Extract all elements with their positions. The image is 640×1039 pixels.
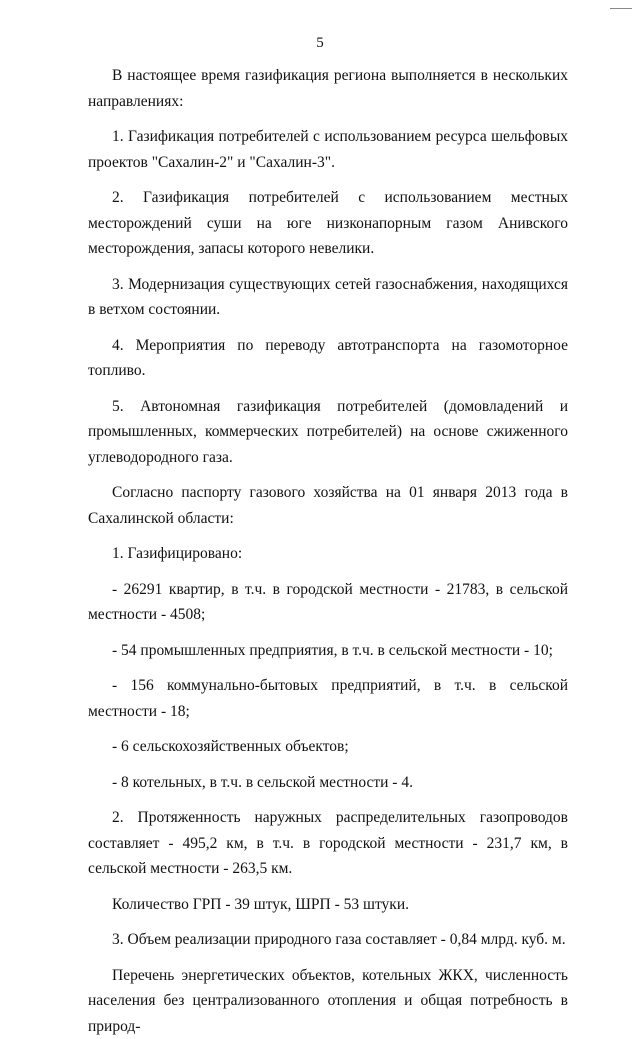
paragraph-item-1: 1. Газификация потребителей с использованием ресурса шельфовых проектов "Сахалин-2" и "Сахалин-3". [88, 124, 568, 175]
paragraph-item-5: 5. Автономная газификация потребителей (домовладений и промышленных, коммерческих потребителей) на основе сжиженного углеводородного газа. [88, 394, 568, 471]
paragraph-municipal: - 156 коммунально-бытовых предприятий, в т.ч. в сельской местности - 18; [88, 673, 568, 724]
paragraph-grp-count: Количество ГРП - 39 штук, ШРП - 53 штуки. [88, 892, 568, 918]
paragraph-list: Перечень энергетических объектов, котельных ЖКХ, численность населения без централизованного отопления и общая потребность в природ- [88, 963, 568, 1039]
paragraph-agricultural: - 6 сельскохозяйственных объектов; [88, 734, 568, 760]
paragraph-boilers: - 8 котельных, в т.ч. в сельской местности - 4. [88, 770, 568, 796]
paragraph-gasified-heading: 1. Газифицировано: [88, 541, 568, 567]
paragraph-pipelines: 2. Протяженность наружных распределительных газопроводов составляет - 495,2 км, в т.ч. в городской местности - 231,7 км, в сельской местности - 263,5 км. [88, 805, 568, 882]
paragraph-industrial: - 54 промышленных предприятия, в т.ч. в сельской местности - 10; [88, 638, 568, 664]
document-body [88, 63, 568, 1039]
paragraph-item-4: 4. Мероприятия по переводу автотранспорта на газомоторное топливо. [88, 333, 568, 384]
page-number: 5 [0, 34, 640, 52]
paragraph-intro: В настоящее время газификация региона выполняется в нескольких направлениях: [88, 63, 568, 114]
paragraph-gas-volume: 3. Объем реализации природного газа составляет - 0,84 млрд. куб. м. [88, 927, 568, 953]
paragraph-apartments: - 26291 квартир, в т.ч. в городской местности - 21783, в сельской местности - 4508; [88, 577, 568, 628]
paragraph-passport: Согласно паспорту газового хозяйства на 01 января 2013 года в Сахалинской области: [88, 480, 568, 531]
paragraph-item-3: 3. Модернизация существующих сетей газоснабжения, находящихся в ветхом состоянии. [88, 272, 568, 323]
paragraph-item-2: 2. Газификация потребителей с использованием местных месторождений суши на юге низконапорным газом Анивского месторождения, запасы которого невелики. [88, 185, 568, 262]
scan-mark [610, 8, 632, 9]
